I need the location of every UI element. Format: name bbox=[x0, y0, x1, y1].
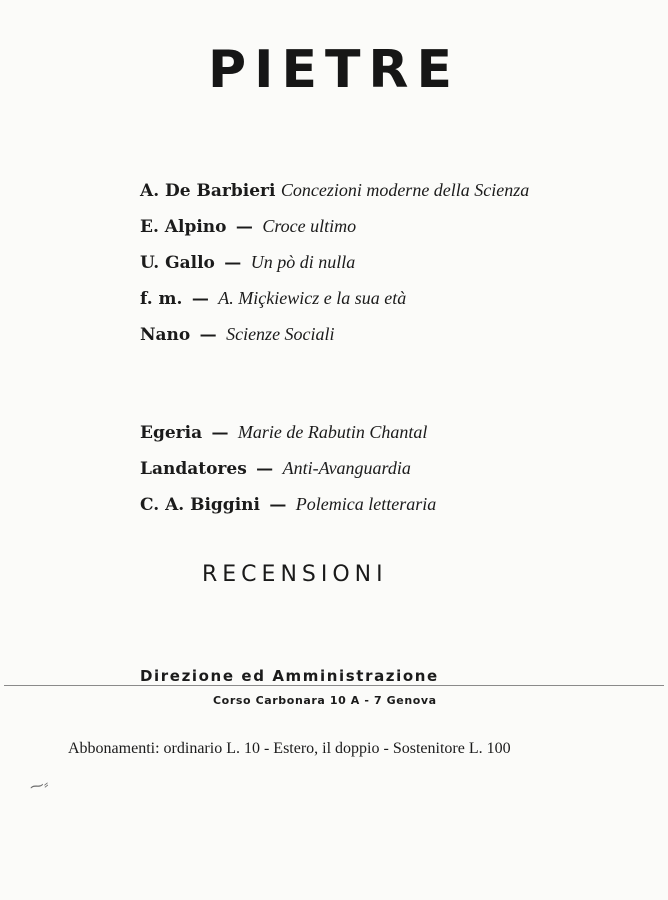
contents-entry bbox=[140, 280, 529, 316]
entry-work: Concezioni moderne della Scienza bbox=[280, 180, 530, 200]
entry-author: C. A. Biggini bbox=[140, 495, 260, 515]
subscription-line: Abbonamenti: ordinario L. 10 - Estero, il doppio - Sostenitore L. 100 bbox=[68, 740, 511, 757]
entry-work: Polemica letteraria bbox=[295, 494, 437, 514]
entry-author: U. Gallo bbox=[140, 253, 215, 273]
entry-work: Scienze Sociali bbox=[226, 324, 335, 344]
entry-work: A. Miçkiewicz e la sua età bbox=[218, 288, 407, 308]
contents-entry bbox=[140, 244, 529, 280]
entry-separator: — bbox=[224, 253, 242, 273]
contents-entry bbox=[140, 316, 529, 352]
entry-separator: — bbox=[269, 495, 287, 515]
entry-separator: — bbox=[256, 459, 274, 479]
recensioni-heading: RECENSIONI bbox=[202, 562, 388, 587]
contents-list-secondary bbox=[140, 414, 436, 522]
horizontal-rule bbox=[4, 685, 664, 686]
entry-separator: — bbox=[191, 289, 209, 309]
entry-separator: — bbox=[211, 423, 229, 443]
entry-author: Nano bbox=[140, 325, 191, 345]
contents-entry bbox=[140, 450, 436, 486]
direzione-heading: Direzione ed Amministrazione bbox=[140, 667, 439, 685]
contents-entry bbox=[140, 486, 436, 522]
contents-entry bbox=[140, 208, 529, 244]
entry-author: A. De Barbieri bbox=[140, 181, 276, 201]
entry-author: f. m. bbox=[140, 289, 183, 309]
address-line: Corso Carbonara 10 A - 7 Genova bbox=[213, 694, 437, 707]
entry-author: Egeria bbox=[140, 423, 203, 443]
entry-work: Marie de Rabutin Chantal bbox=[237, 422, 428, 442]
entry-separator: — bbox=[199, 325, 217, 345]
entry-separator: — bbox=[235, 217, 253, 237]
contents-entry bbox=[140, 172, 529, 208]
ink-mark-icon: ⁓⸗ bbox=[28, 776, 51, 796]
entry-author: Landatores bbox=[140, 459, 247, 479]
entry-work: Croce ultimo bbox=[262, 216, 357, 236]
entry-author: E. Alpino bbox=[140, 217, 227, 237]
magazine-title: PIETRE bbox=[207, 40, 460, 100]
entry-work: Un pò di nulla bbox=[250, 252, 356, 272]
contents-list-main bbox=[140, 172, 529, 352]
entry-work: Anti-Avanguardia bbox=[282, 458, 411, 478]
contents-entry bbox=[140, 414, 436, 450]
